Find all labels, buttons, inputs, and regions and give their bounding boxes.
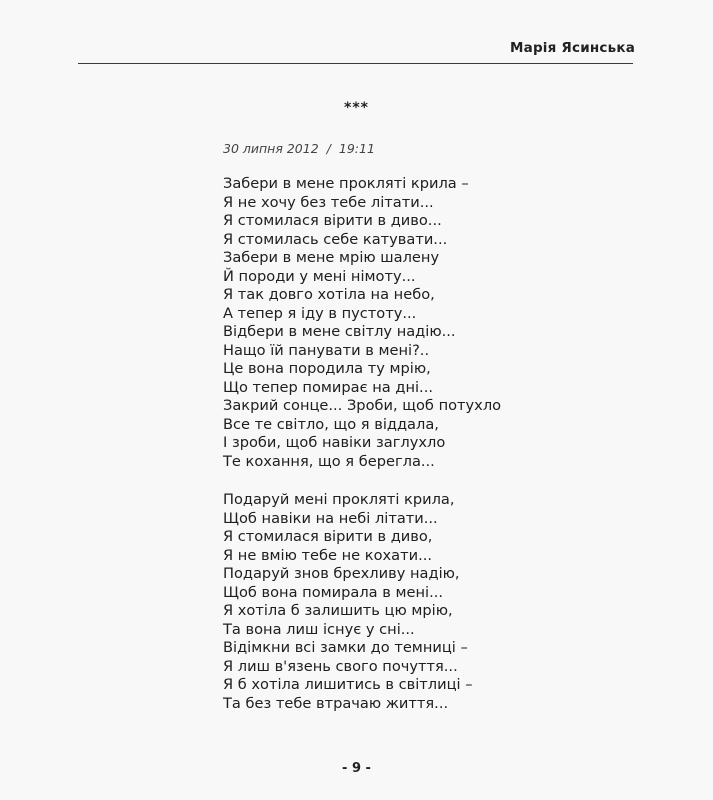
poem-line: Щоб вона помирала в мені... [223,583,444,601]
poem-line: Подаруй знов брехливу надію, [223,565,460,582]
poem-line: Це вона породила ту мрію, [223,360,431,377]
poem-line: Я не хочу без тебе літати... [223,193,434,211]
dateline-separator: / [326,141,331,156]
poem-separator: *** [344,100,369,116]
poem-line: Забери в мене мрію шалену [223,249,440,266]
poem-line: Те кохання, що я берегла... [223,452,435,470]
poem-line: Все те світло, що я віддала, [223,415,439,433]
poem-line: Я б хотіла лишитись в світлиці – [223,676,473,693]
poem-line: Я так довго хотіла на небо, [223,286,435,303]
poem-line: Щоб навіки на небі літати... [223,509,438,527]
poem-line: Та вона лиш існує у сні... [223,620,415,638]
poem-line: Я стомилася вірити в диво, [223,528,433,545]
poem-line: Й породи у мені німоту... [223,267,416,285]
poem-line: Я хотіла б залишить цю мрію, [223,602,453,619]
poem-line: Забери в мене прокляті крила – [223,175,469,192]
poem-line: Що тепер помирає на дні... [223,378,433,396]
poem-line: А тепер я іду в пустоту... [223,304,417,322]
poem-line: Я стомилась себе катувати... [223,230,448,248]
page-number: - 9 - [342,761,371,776]
poem-line: Відбери в мене світлу надію... [223,323,456,340]
header-rule [78,63,633,64]
running-header-author: Марія Ясинська [510,40,635,56]
poem-line: Та без тебе втрачаю життя... [223,694,449,712]
poem-line: Відімкни всі замки до темниці – [223,639,468,656]
poem-line: Я лиш в'язень свого почуття... [223,657,458,675]
poem-line: Подаруй мені прокляті крила, [223,491,455,508]
poem-date: 30 липня 2012 [223,141,319,156]
poem-line: Я не вмію тебе не кохати... [223,546,433,564]
poem-line: Закрий сонце... Зроби, щоб потухло [223,397,502,414]
poem-stanza-1 [223,175,501,471]
poem-time: 19:11 [338,141,375,156]
poem-line: Я стомилася вірити в диво... [223,212,442,229]
poem-line: Нащо їй панувати в мені?.. [223,341,430,359]
poem-line: І зроби, щоб навіки заглухло [223,434,446,451]
poem-dateline [223,141,375,156]
poem-stanza-2 [223,491,473,713]
